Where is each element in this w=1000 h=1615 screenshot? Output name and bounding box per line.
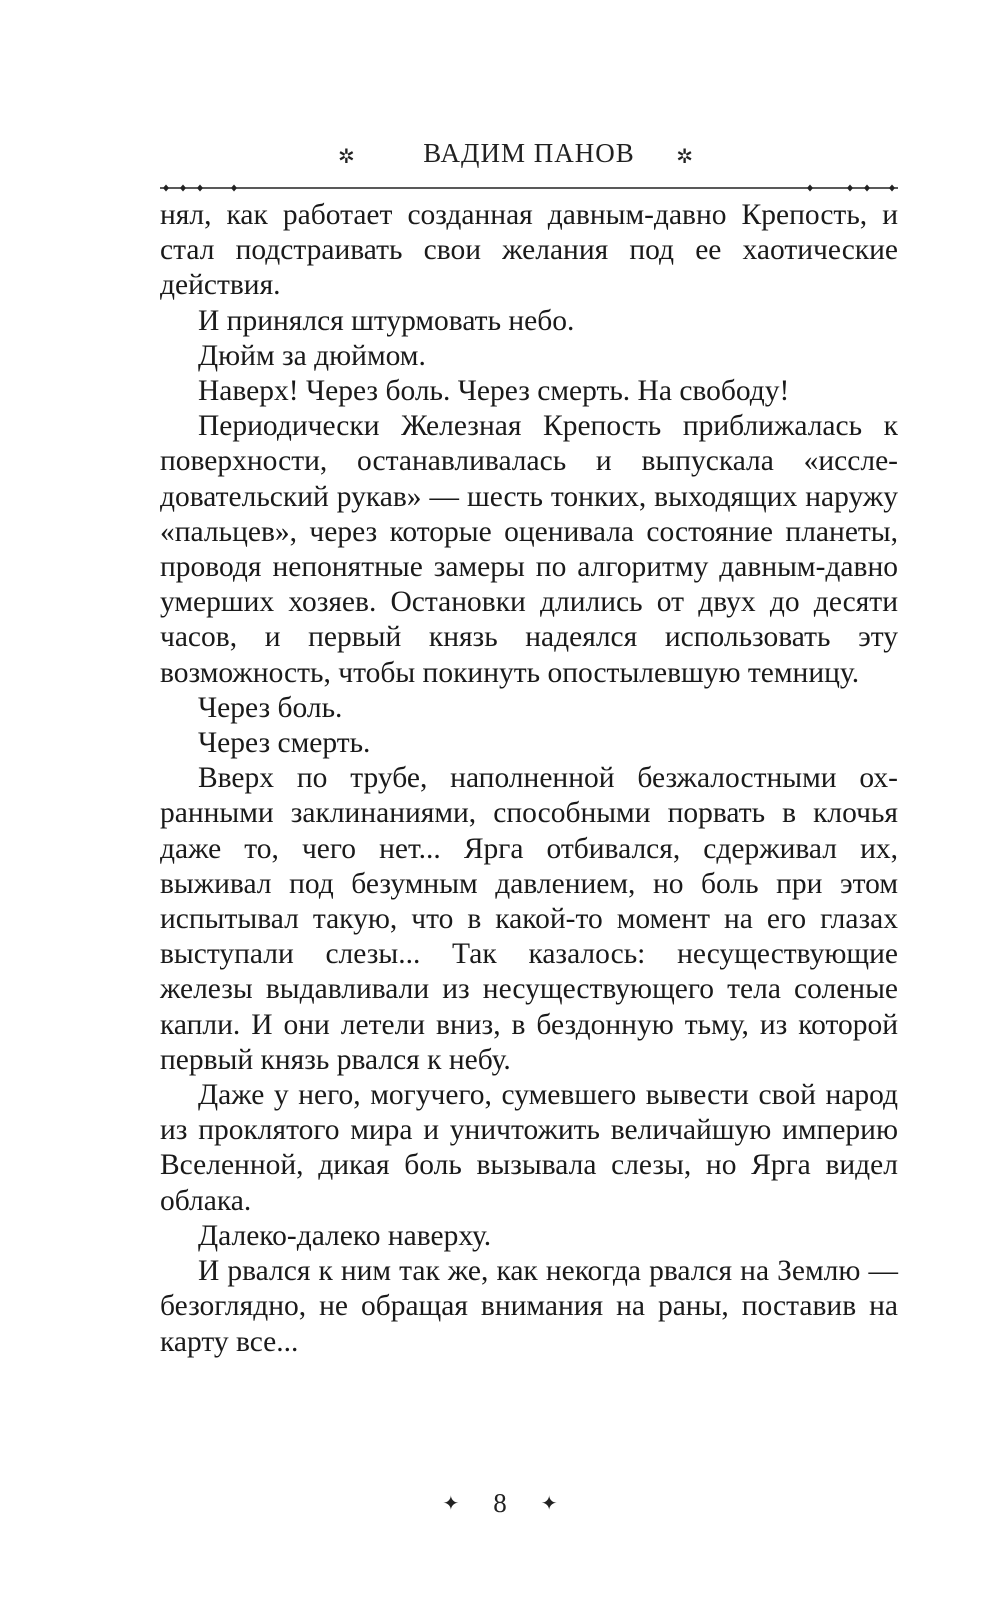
body-text xyxy=(160,198,898,1360)
paragraph: Через смерть. xyxy=(198,727,371,760)
paragraph: И принялся штурмовать небо. xyxy=(198,304,575,337)
paragraph: И рвался к ним так же, как некогда рвался на Землю — безоглядно, не обращая внимания на раны, поставив на карту все... xyxy=(160,1255,898,1358)
asterisk-ornament-icon: ✲ xyxy=(338,144,355,168)
paragraph: Далеко-далеко наверху. xyxy=(198,1219,492,1252)
page-number: 8 xyxy=(493,1488,507,1518)
paragraph: нял, как работает созданная давным-давно Крепость, и стал подстраивать свои желания под ее хаотические действия. xyxy=(160,199,898,302)
header-ornamental-rule xyxy=(160,180,898,196)
paragraph: Периодически Железная Крепость приближалась к поверхности, останавливалась и выпускала «исследовательский рукав» — шесть тонких, выходящих наружу «пальцев», через которые оценивала состояние планеты, проводя непонятные замеры по алгоритму давным-давно умерших хозяев. Остановки длились от двух до десяти часов, и первый князь надеялся использовать эту возможность, чтобы покинуть опостылевшую темницу. xyxy=(160,410,898,689)
header-title-row xyxy=(160,138,898,169)
star-ornament-icon: ✦ xyxy=(540,1491,558,1515)
paragraph: Вверх по трубе, наполненной безжалостными охранными заклинаниями, способными порвать в клочья даже то, чего нет... Ярга отбивался, сдерживал их, выживал под безумным давлением, но боль при этом испытывал такую, что в какой-то момент на его глазах выступали слезы... Так казалось: несуществующие железы выдавливали из несуществующего тела соленые капли. И они летели вниз, в бездонную тьму, из которой первый князь рвался к небу. xyxy=(160,762,898,1076)
asterisk-ornament-icon: ✲ xyxy=(676,144,693,168)
paragraph: Даже у него, могучего, сумевшего вывести свой народ из проклятого мира и уничтожить величайшую империю Вселенной, дикая боль вызывала слезы, но Ярга видел облака. xyxy=(160,1079,898,1217)
page-folio xyxy=(0,1488,1000,1528)
paragraph: Наверх! Через боль. Через смерть. На свободу! xyxy=(198,375,790,408)
running-head-author: ВАДИМ ПАНОВ xyxy=(423,138,635,168)
paragraph: Дюйм за дюймом. xyxy=(198,339,426,372)
star-ornament-icon: ✦ xyxy=(442,1491,460,1515)
paragraph: Через боль. xyxy=(198,691,343,724)
running-header xyxy=(160,138,898,188)
